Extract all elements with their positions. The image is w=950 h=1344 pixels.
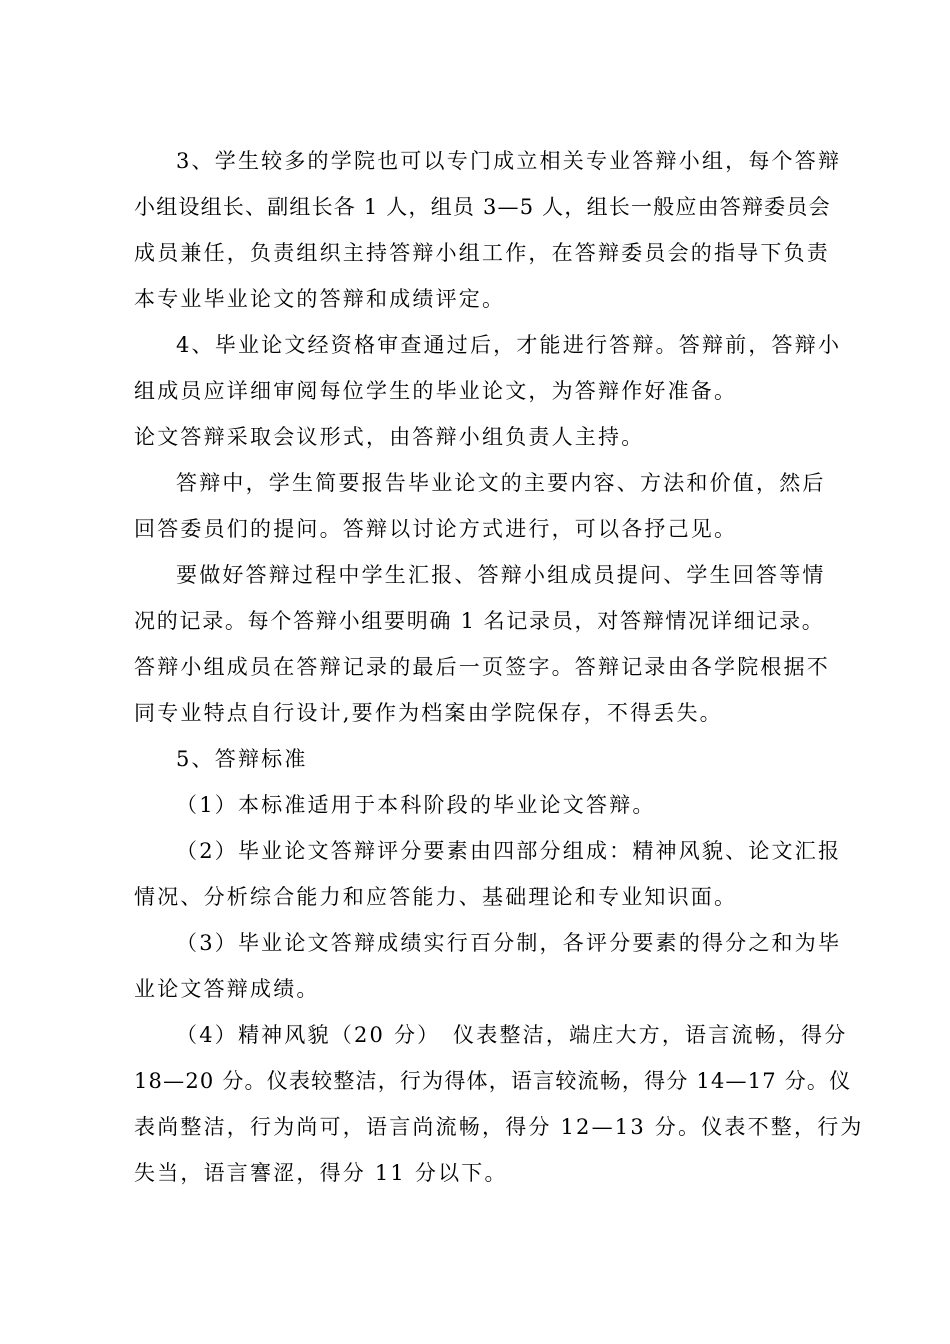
standard-item-3-line-2: 业论文答辩成绩。 [134,977,320,1001]
paragraph-3-line-3: 成员兼任，负责组织主持答辩小组工作，在答辩委员会的指导下负责 [134,241,830,265]
standard-item-4-line-3: 表尚整洁，行为尚可，语言尚流畅，得分 12—13 分。仪表不整，行为 [134,1115,864,1139]
standard-item-1: （1）本标准适用于本科阶段的毕业论文答辩。 [176,793,656,817]
defense-paragraph-line-2: 回答委员们的提问。答辩以讨论方式进行，可以各抒己见。 [134,517,738,541]
standard-item-4-line-2: 18—20 分。仪表较整洁，行为得体，语言较流畅，得分 14—17 分。仪 [134,1069,852,1093]
standard-item-2-line-2: 情况、分析综合能力和应答能力、基础理论和专业知识面。 [134,885,738,909]
meeting-form-line: 论文答辩采取会议形式，由答辩小组负责人主持。 [134,425,645,449]
defense-paragraph-line-1: 答辩中，学生简要报告毕业论文的主要内容、方法和价值，然后 [176,471,826,495]
record-paragraph-line-2: 况的记录。每个答辩小组要明确 1 名记录员，对答辩情况详细记录。 [134,609,824,633]
standard-item-4-line-1: （4）精神风貌（20 分） 仪表整洁，端庄大方，语言流畅，得分 [176,1023,848,1047]
paragraph-4-line-2: 组成员应详细审阅每位学生的毕业论文，为答辩作好准备。 [134,379,738,403]
paragraph-3-line-2: 小组设组长、副组长各 1 人，组员 3—5 人，组长一般应由答辩委员会 [134,195,831,219]
record-paragraph-line-1: 要做好答辩过程中学生汇报、答辩小组成员提问、学生回答等情 [176,563,826,587]
record-paragraph-line-3: 答辩小组成员在答辩记录的最后一页签字。答辩记录由各学院根据不 [134,655,830,679]
standard-item-4-line-4: 失当，语言謇涩，得分 11 分以下。 [134,1161,508,1185]
paragraph-4-line-1: 4、毕业论文经资格审查通过后，才能进行答辩。答辩前，答辩小 [176,333,842,357]
paragraph-3-line-1: 3、学生较多的学院也可以专门成立相关专业答辩小组，每个答辩 [176,149,842,173]
paragraph-3-line-4: 本专业毕业论文的答辩和成绩评定。 [134,287,506,311]
standard-item-2-line-1: （2）毕业论文答辩评分要素由四部分组成：精神风貌、论文汇报 [176,839,842,863]
record-paragraph-line-4: 同专业特点自行设计,要作为档案由学院保存，不得丢失。 [134,701,723,725]
standard-item-3-line-1: （3）毕业论文答辩成绩实行百分制，各评分要素的得分之和为毕 [176,931,842,955]
section-5-heading: 5、答辩标准 [176,747,308,771]
